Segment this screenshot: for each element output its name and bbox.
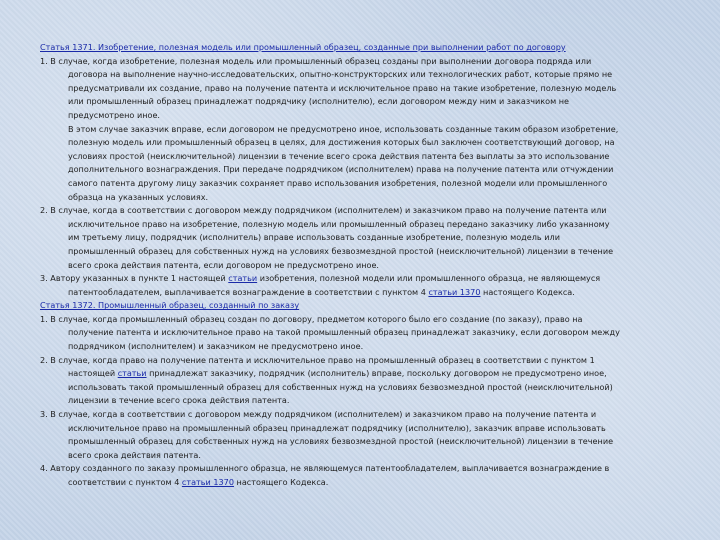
article-1370-link[interactable]: статьи 1370 [181, 477, 234, 487]
article-1371-p3-text: изобретения, полезной модели или промышленного образца, не являющемуся [257, 273, 601, 284]
article-1371-p2-line: всего срока действия патента, если договором не предусмотрено иное. [68, 259, 379, 270]
article-1372-p2-line: использовать такой промышленный образец для собственных нужд на условиях безвозмездной простой (неисключительной) [68, 381, 613, 392]
article-1372-p1-line: 1. В случае, когда промышленный образец создан по договору, предметом которого было его создание (по заказу), право на [40, 313, 583, 324]
article-1371-p2-line: исключительное право на изобретение, полезную модель или промышленный образец передано заказчику либо указанному [68, 218, 610, 229]
article-1372-p1-line: подрядчиком (исполнителем) и заказчиком не предусмотрено иное. [68, 341, 364, 352]
article-1371-p1b-line: самого патента другому лицу заказчик сохраняет право использования изобретения, полезной модели или промышленного [68, 177, 608, 188]
article-1371-p1b-line: В этом случае заказчик вправе, если договором не предусмотрено иное, использовать созданные таким образом изобретение, [68, 123, 619, 134]
article-1371-p1-line: договора на выполнение научно-исследовательских, опытно-конструкторских или технологических работ, которые прямо не [68, 69, 613, 80]
article-1371-p3-text: патентообладателем, выплачивается вознаграждение в соответствии с пунктом 4 [68, 286, 429, 297]
article-1372-p3-line: промышленный образец для собственных нужд на условиях безвозмездной простой (неисключительной) лицензии в течение [68, 436, 614, 447]
article-1372-heading[interactable] [40, 299, 670, 313]
article-1371-p3-line [40, 286, 670, 300]
article-link[interactable]: статьи [117, 368, 147, 379]
article-1371-p1-line: предусматривали их создание, право на получение патента и исключительное право на такие изобретение, полезную модель [68, 82, 617, 93]
article-1371-p1-line: 1. В случае, когда изобретение, полезная модель или промышленный образец созданы при выполнении договора подряда или [40, 55, 592, 66]
article-1372-p1-line: получение патента и исключительное право на такой промышленный образец принадлежат заказчику, если договором между [68, 327, 620, 338]
article-1372-p2-line: 2. В случае, когда право на получение патента и исключительное право на промышленный образец в соответствии с пунктом 1 [40, 354, 595, 365]
article-1371-p1b-line: образца на указанных условиях. [68, 191, 209, 202]
article-1372-p2-text: настоящей [68, 368, 118, 379]
article-1371-heading[interactable] [40, 41, 670, 55]
article-1371-p1b-line: полезную модель или промышленный образец в целях, для достижения которых был заключен соответствующий договор, на [68, 137, 615, 148]
article-1372-p4-text: соответствии с пунктом 4 [68, 477, 182, 487]
article-1372-p2-line: лицензии в течение всего срока действия патента. [68, 395, 290, 406]
article-1372-heading-link[interactable]: Статья 1372. Промышленный образец, созданный по заказу [40, 300, 300, 311]
article-1371-p1b-line: дополнительного вознаграждения. При передаче подрядчиком (исполнителем) права на получение патента или отчуждении [68, 164, 614, 175]
article-1372-p2-text: принадлежат заказчику, подрядчик (исполнитель) вправе, поскольку договором не предусмотрено иное, [146, 368, 607, 379]
article-1371-p1-line: или промышленный образец принадлежат подрядчику (исполнителю), если договором между ним и заказчиком не [68, 96, 570, 107]
article-link[interactable]: статьи [228, 273, 258, 284]
article-1371-p3-text: настоящего Кодекса. [480, 286, 575, 297]
article-1372-p4-text: настоящего Кодекса. [233, 477, 329, 487]
article-1371-p2-line: им третьему лицу, подрядчик (исполнитель) вправе использовать созданные изобретение, полезную модель или [68, 232, 560, 243]
article-1372-p3-line: всего срока действия патента. [68, 449, 201, 460]
article-1371-p3-text: 3. Автору указанных в пункте 1 настоящей [40, 273, 229, 284]
article-1371-heading-link[interactable]: Статья 1371. Изобретение, полезная модель или промышленный образец, созданные при выполнении работ по договору [40, 42, 566, 52]
article-1371-p3-line [40, 272, 670, 286]
article-1372-p2-line [40, 367, 670, 381]
article-1372-p4-line [40, 476, 670, 490]
article-1372-p3-line: 3. В случае, когда в соответствии с договором между подрядчиком (исполнителем) и заказчиком право на получение патента и [40, 409, 597, 420]
article-1370-link[interactable]: статьи 1370 [428, 286, 481, 297]
article-1372-p3-line: исключительное право на промышленный образец принадлежат подрядчику (исполнителю), заказчик вправе использовать [68, 422, 606, 433]
article-1371-p1-line: предусмотрено иное. [68, 109, 161, 120]
article-1372-p4-line: 4. Автору созданного по заказу промышленного образца, не являющемуся патентообладателем, выплачивается вознаграждение в [40, 463, 610, 474]
article-1371-p2-line: промышленный образец для собственных нужд на условиях безвозмездной простой (неисключительной) лицензии в течение [68, 245, 614, 256]
article-1371-p1b-line: условиях простой (неисключительной) лицензии в течение всего срока действия патента без выплаты за это использование [68, 150, 610, 161]
article-1371-p2-line: 2. В случае, когда в соответствии с договором между подрядчиком (исполнителем) и заказчиком право на получение патента или [40, 205, 607, 216]
